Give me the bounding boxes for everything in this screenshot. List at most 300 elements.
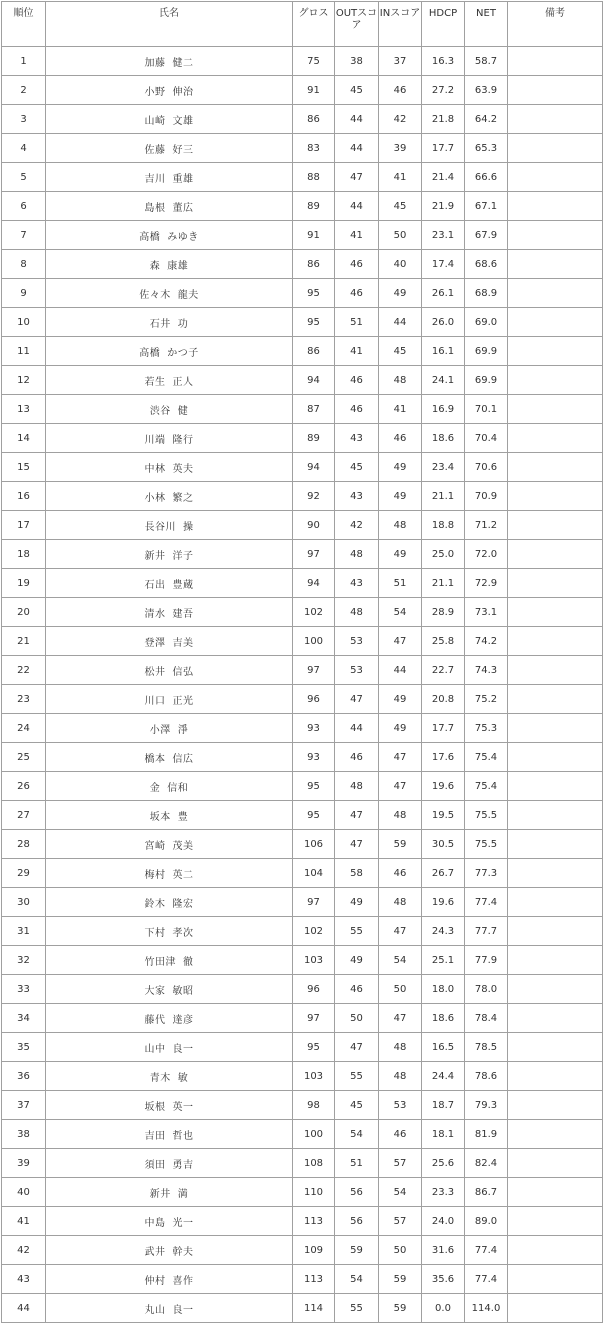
cell-net: 67.1 xyxy=(465,192,508,221)
cell-note xyxy=(508,221,603,250)
cell-rank: 37 xyxy=(2,1091,46,1120)
cell-rank: 25 xyxy=(2,743,46,772)
cell-in: 41 xyxy=(379,395,422,424)
cell-net: 77.4 xyxy=(465,888,508,917)
given-name: 龍夫 xyxy=(177,289,199,301)
cell-rank: 7 xyxy=(2,221,46,250)
family-name: 梅村 xyxy=(144,869,166,881)
cell-hdcp: 27.2 xyxy=(422,76,465,105)
cell-gross: 103 xyxy=(293,946,335,975)
cell-rank: 21 xyxy=(2,627,46,656)
given-name: みゆき xyxy=(167,231,199,243)
cell-hdcp: 30.5 xyxy=(422,830,465,859)
cell-rank: 28 xyxy=(2,830,46,859)
cell-note xyxy=(508,859,603,888)
cell-name xyxy=(46,47,293,76)
cell-hdcp: 23.3 xyxy=(422,1178,465,1207)
given-name: 勇吉 xyxy=(172,1159,194,1171)
cell-in: 54 xyxy=(379,1178,422,1207)
cell-out: 51 xyxy=(335,1149,379,1178)
cell-name xyxy=(46,627,293,656)
cell-hdcp: 18.6 xyxy=(422,424,465,453)
cell-out: 44 xyxy=(335,134,379,163)
cell-name xyxy=(46,946,293,975)
cell-name xyxy=(46,801,293,830)
cell-net: 70.9 xyxy=(465,482,508,511)
cell-net: 78.6 xyxy=(465,1062,508,1091)
cell-net: 72.0 xyxy=(465,540,508,569)
header-rank: 順位 xyxy=(2,2,46,47)
cell-name xyxy=(46,163,293,192)
table-row xyxy=(2,1207,603,1236)
cell-out: 43 xyxy=(335,424,379,453)
family-name: 島根 xyxy=(144,202,166,214)
cell-note xyxy=(508,656,603,685)
cell-net: 69.9 xyxy=(465,366,508,395)
cell-hdcp: 19.5 xyxy=(422,801,465,830)
cell-out: 46 xyxy=(335,395,379,424)
cell-gross: 103 xyxy=(293,1062,335,1091)
cell-out: 47 xyxy=(335,801,379,830)
cell-gross: 102 xyxy=(293,917,335,946)
cell-net: 70.4 xyxy=(465,424,508,453)
cell-note xyxy=(508,1236,603,1265)
cell-net: 68.6 xyxy=(465,250,508,279)
cell-name xyxy=(46,424,293,453)
table-row xyxy=(2,1004,603,1033)
cell-net: 77.7 xyxy=(465,917,508,946)
given-name: 淨 xyxy=(177,724,189,736)
table-row xyxy=(2,714,603,743)
header-out: OUTスコア xyxy=(335,2,379,47)
cell-name xyxy=(46,1120,293,1149)
cell-hdcp: 17.7 xyxy=(422,714,465,743)
family-name: 中林 xyxy=(144,463,166,475)
family-name: 坂根 xyxy=(144,1101,166,1113)
cell-gross: 93 xyxy=(293,743,335,772)
cell-note xyxy=(508,192,603,221)
cell-out: 47 xyxy=(335,1033,379,1062)
cell-rank: 43 xyxy=(2,1265,46,1294)
cell-rank: 31 xyxy=(2,917,46,946)
family-name: 石出 xyxy=(144,579,166,591)
cell-net: 114.0 xyxy=(465,1294,508,1323)
cell-net: 65.3 xyxy=(465,134,508,163)
cell-in: 57 xyxy=(379,1207,422,1236)
cell-rank: 22 xyxy=(2,656,46,685)
cell-gross: 109 xyxy=(293,1236,335,1265)
given-name: かつ子 xyxy=(167,347,199,359)
table-row xyxy=(2,279,603,308)
cell-rank: 9 xyxy=(2,279,46,308)
given-name: 哲也 xyxy=(172,1130,194,1142)
family-name: 佐藤 xyxy=(144,144,166,156)
cell-note xyxy=(508,1120,603,1149)
cell-name xyxy=(46,337,293,366)
cell-note xyxy=(508,1004,603,1033)
given-name: 幹夫 xyxy=(172,1246,194,1258)
cell-rank: 2 xyxy=(2,76,46,105)
cell-net: 72.9 xyxy=(465,569,508,598)
given-name: 敏昭 xyxy=(172,985,194,997)
given-name: 吉美 xyxy=(172,637,194,649)
cell-name xyxy=(46,1033,293,1062)
cell-note xyxy=(508,1265,603,1294)
cell-hdcp: 17.4 xyxy=(422,250,465,279)
cell-name xyxy=(46,76,293,105)
cell-net: 74.3 xyxy=(465,656,508,685)
family-name: 森 xyxy=(149,260,161,272)
cell-name xyxy=(46,917,293,946)
cell-in: 44 xyxy=(379,308,422,337)
given-name: 敏 xyxy=(177,1072,189,1084)
cell-note xyxy=(508,1149,603,1178)
cell-net: 77.3 xyxy=(465,859,508,888)
given-name: 茂美 xyxy=(172,840,194,852)
cell-in: 48 xyxy=(379,801,422,830)
cell-gross: 89 xyxy=(293,192,335,221)
cell-note xyxy=(508,685,603,714)
cell-name xyxy=(46,598,293,627)
cell-in: 57 xyxy=(379,1149,422,1178)
cell-rank: 23 xyxy=(2,685,46,714)
header-note: 備考 xyxy=(508,2,603,47)
cell-rank: 41 xyxy=(2,1207,46,1236)
cell-rank: 19 xyxy=(2,569,46,598)
table-body xyxy=(2,47,603,1323)
table-row xyxy=(2,1265,603,1294)
cell-out: 55 xyxy=(335,917,379,946)
cell-in: 50 xyxy=(379,221,422,250)
family-name: 小野 xyxy=(144,86,166,98)
cell-in: 48 xyxy=(379,1033,422,1062)
table-row xyxy=(2,569,603,598)
cell-hdcp: 35.6 xyxy=(422,1265,465,1294)
given-name: 良一 xyxy=(172,1304,194,1316)
cell-gross: 94 xyxy=(293,366,335,395)
cell-in: 54 xyxy=(379,946,422,975)
given-name: 伸治 xyxy=(172,86,194,98)
cell-out: 46 xyxy=(335,279,379,308)
cell-hdcp: 20.8 xyxy=(422,685,465,714)
header-hdcp: HDCP xyxy=(422,2,465,47)
family-name: 高橋 xyxy=(139,231,161,243)
cell-out: 45 xyxy=(335,1091,379,1120)
cell-gross: 95 xyxy=(293,801,335,830)
cell-gross: 97 xyxy=(293,888,335,917)
table-row xyxy=(2,888,603,917)
family-name: 川口 xyxy=(144,695,166,707)
table-row xyxy=(2,424,603,453)
family-name: 新井 xyxy=(144,550,166,562)
table-row xyxy=(2,801,603,830)
given-name: 康雄 xyxy=(167,260,189,272)
header-in: INスコア xyxy=(379,2,422,47)
cell-out: 43 xyxy=(335,569,379,598)
cell-gross: 96 xyxy=(293,975,335,1004)
given-name: 正光 xyxy=(172,695,194,707)
family-name: 武井 xyxy=(144,1246,166,1258)
cell-name xyxy=(46,482,293,511)
cell-in: 59 xyxy=(379,1294,422,1323)
cell-rank: 14 xyxy=(2,424,46,453)
given-name: 孝次 xyxy=(172,927,194,939)
cell-note xyxy=(508,395,603,424)
cell-note xyxy=(508,888,603,917)
cell-rank: 26 xyxy=(2,772,46,801)
cell-name xyxy=(46,221,293,250)
given-name: 健 xyxy=(177,405,189,417)
table-row xyxy=(2,975,603,1004)
table-row xyxy=(2,337,603,366)
cell-gross: 104 xyxy=(293,859,335,888)
cell-rank: 30 xyxy=(2,888,46,917)
table-row xyxy=(2,1120,603,1149)
cell-rank: 11 xyxy=(2,337,46,366)
cell-name xyxy=(46,366,293,395)
cell-hdcp: 17.6 xyxy=(422,743,465,772)
cell-hdcp: 24.3 xyxy=(422,917,465,946)
cell-in: 44 xyxy=(379,656,422,685)
cell-net: 75.4 xyxy=(465,743,508,772)
table-row xyxy=(2,627,603,656)
cell-rank: 40 xyxy=(2,1178,46,1207)
cell-net: 68.9 xyxy=(465,279,508,308)
cell-gross: 100 xyxy=(293,627,335,656)
cell-rank: 1 xyxy=(2,47,46,76)
table-row xyxy=(2,366,603,395)
cell-note xyxy=(508,1091,603,1120)
cell-out: 45 xyxy=(335,453,379,482)
cell-gross: 94 xyxy=(293,569,335,598)
cell-in: 59 xyxy=(379,1265,422,1294)
cell-gross: 91 xyxy=(293,221,335,250)
table-row xyxy=(2,1091,603,1120)
cell-out: 54 xyxy=(335,1265,379,1294)
given-name: 信弘 xyxy=(172,666,194,678)
table-row xyxy=(2,105,603,134)
cell-name xyxy=(46,743,293,772)
family-name: 仲村 xyxy=(144,1275,166,1287)
cell-hdcp: 21.1 xyxy=(422,482,465,511)
cell-hdcp: 28.9 xyxy=(422,598,465,627)
given-name: 洋子 xyxy=(172,550,194,562)
cell-net: 63.9 xyxy=(465,76,508,105)
cell-hdcp: 24.0 xyxy=(422,1207,465,1236)
cell-in: 46 xyxy=(379,859,422,888)
table-row xyxy=(2,395,603,424)
cell-name xyxy=(46,656,293,685)
cell-hdcp: 18.1 xyxy=(422,1120,465,1149)
cell-in: 48 xyxy=(379,1062,422,1091)
cell-name xyxy=(46,1178,293,1207)
table-row xyxy=(2,743,603,772)
cell-out: 45 xyxy=(335,76,379,105)
cell-in: 53 xyxy=(379,1091,422,1120)
family-name: 若生 xyxy=(144,376,166,388)
cell-out: 48 xyxy=(335,772,379,801)
table-row xyxy=(2,1062,603,1091)
cell-hdcp: 26.1 xyxy=(422,279,465,308)
cell-hdcp: 16.9 xyxy=(422,395,465,424)
cell-in: 46 xyxy=(379,1120,422,1149)
cell-name xyxy=(46,975,293,1004)
cell-rank: 15 xyxy=(2,453,46,482)
cell-out: 53 xyxy=(335,627,379,656)
cell-hdcp: 19.6 xyxy=(422,772,465,801)
cell-out: 48 xyxy=(335,598,379,627)
cell-note xyxy=(508,917,603,946)
cell-in: 47 xyxy=(379,627,422,656)
cell-in: 46 xyxy=(379,76,422,105)
cell-rank: 27 xyxy=(2,801,46,830)
family-name: 渋谷 xyxy=(149,405,171,417)
cell-rank: 12 xyxy=(2,366,46,395)
family-name: 青木 xyxy=(149,1072,171,1084)
cell-note xyxy=(508,337,603,366)
cell-gross: 98 xyxy=(293,1091,335,1120)
cell-out: 41 xyxy=(335,337,379,366)
family-name: 吉川 xyxy=(144,173,166,185)
cell-gross: 106 xyxy=(293,830,335,859)
cell-note xyxy=(508,975,603,1004)
cell-net: 74.2 xyxy=(465,627,508,656)
cell-note xyxy=(508,1294,603,1323)
family-name: 高橋 xyxy=(139,347,161,359)
table-row xyxy=(2,482,603,511)
header-net: NET xyxy=(465,2,508,47)
cell-name xyxy=(46,105,293,134)
cell-in: 47 xyxy=(379,772,422,801)
cell-net: 75.2 xyxy=(465,685,508,714)
cell-in: 59 xyxy=(379,830,422,859)
cell-net: 70.1 xyxy=(465,395,508,424)
cell-out: 48 xyxy=(335,540,379,569)
table-row xyxy=(2,685,603,714)
table-row xyxy=(2,1178,603,1207)
family-name: 藤代 xyxy=(144,1014,166,1026)
cell-name xyxy=(46,1062,293,1091)
cell-in: 48 xyxy=(379,888,422,917)
cell-note xyxy=(508,1207,603,1236)
cell-rank: 29 xyxy=(2,859,46,888)
table-row xyxy=(2,1149,603,1178)
given-name: 繁之 xyxy=(172,492,194,504)
cell-gross: 86 xyxy=(293,337,335,366)
cell-gross: 86 xyxy=(293,105,335,134)
cell-rank: 42 xyxy=(2,1236,46,1265)
cell-out: 53 xyxy=(335,656,379,685)
cell-net: 75.5 xyxy=(465,830,508,859)
cell-name xyxy=(46,569,293,598)
table-row xyxy=(2,540,603,569)
family-name: 宮崎 xyxy=(144,840,166,852)
table-row xyxy=(2,76,603,105)
family-name: 須田 xyxy=(144,1159,166,1171)
cell-rank: 33 xyxy=(2,975,46,1004)
cell-note xyxy=(508,279,603,308)
cell-gross: 97 xyxy=(293,540,335,569)
given-name: 良一 xyxy=(172,1043,194,1055)
cell-out: 55 xyxy=(335,1294,379,1323)
cell-in: 39 xyxy=(379,134,422,163)
family-name: 大家 xyxy=(144,985,166,997)
table-row xyxy=(2,511,603,540)
given-name: 信広 xyxy=(172,753,194,765)
table-row xyxy=(2,598,603,627)
given-name: 操 xyxy=(183,521,194,533)
cell-name xyxy=(46,1236,293,1265)
cell-note xyxy=(508,598,603,627)
cell-rank: 16 xyxy=(2,482,46,511)
given-name: 満 xyxy=(177,1188,189,1200)
cell-out: 47 xyxy=(335,830,379,859)
cell-net: 58.7 xyxy=(465,47,508,76)
cell-hdcp: 0.0 xyxy=(422,1294,465,1323)
cell-note xyxy=(508,830,603,859)
cell-net: 86.7 xyxy=(465,1178,508,1207)
given-name: 董広 xyxy=(172,202,194,214)
cell-gross: 110 xyxy=(293,1178,335,1207)
cell-name xyxy=(46,1149,293,1178)
cell-note xyxy=(508,714,603,743)
cell-note xyxy=(508,569,603,598)
given-name: 徹 xyxy=(183,956,194,968)
cell-gross: 113 xyxy=(293,1207,335,1236)
cell-in: 46 xyxy=(379,424,422,453)
cell-note xyxy=(508,772,603,801)
cell-out: 54 xyxy=(335,1120,379,1149)
given-name: 光一 xyxy=(172,1217,194,1229)
cell-hdcp: 24.4 xyxy=(422,1062,465,1091)
given-name: 好三 xyxy=(172,144,194,156)
cell-net: 73.1 xyxy=(465,598,508,627)
cell-out: 47 xyxy=(335,163,379,192)
cell-in: 49 xyxy=(379,685,422,714)
cell-note xyxy=(508,366,603,395)
given-name: 健二 xyxy=(172,57,194,69)
cell-gross: 95 xyxy=(293,772,335,801)
table-row xyxy=(2,1294,603,1323)
cell-note xyxy=(508,105,603,134)
given-name: 重雄 xyxy=(172,173,194,185)
cell-note xyxy=(508,743,603,772)
cell-net: 82.4 xyxy=(465,1149,508,1178)
family-name: 小澤 xyxy=(149,724,171,736)
cell-out: 46 xyxy=(335,975,379,1004)
cell-name xyxy=(46,859,293,888)
cell-name xyxy=(46,250,293,279)
given-name: 功 xyxy=(177,318,189,330)
cell-name xyxy=(46,1004,293,1033)
family-name: 吉田 xyxy=(144,1130,166,1142)
cell-net: 64.2 xyxy=(465,105,508,134)
family-name: 下村 xyxy=(144,927,166,939)
given-name: 英一 xyxy=(172,1101,194,1113)
table-row xyxy=(2,134,603,163)
cell-gross: 96 xyxy=(293,685,335,714)
cell-rank: 24 xyxy=(2,714,46,743)
cell-note xyxy=(508,627,603,656)
cell-note xyxy=(508,511,603,540)
cell-rank: 34 xyxy=(2,1004,46,1033)
cell-in: 45 xyxy=(379,192,422,221)
cell-rank: 36 xyxy=(2,1062,46,1091)
given-name: 隆行 xyxy=(172,434,194,446)
cell-note xyxy=(508,308,603,337)
cell-note xyxy=(508,540,603,569)
cell-gross: 113 xyxy=(293,1265,335,1294)
